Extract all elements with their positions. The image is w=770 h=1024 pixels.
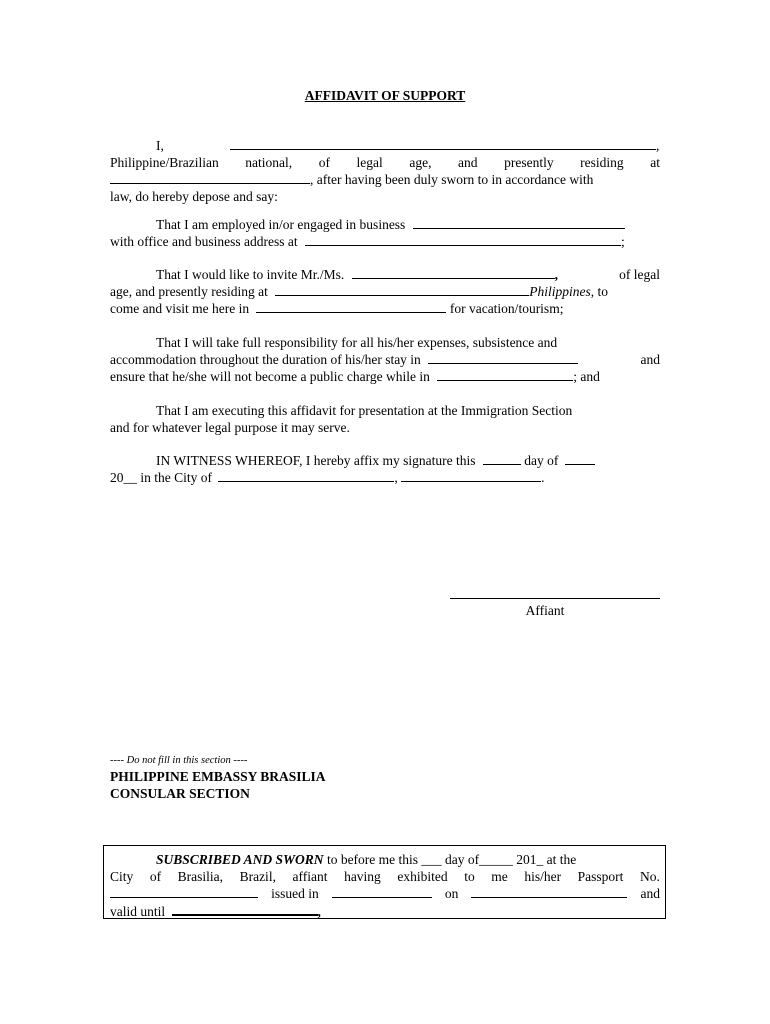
business-field[interactable]: [413, 216, 625, 229]
sworn-heading: SUBSCRIBED AND SWORN: [156, 852, 324, 867]
visit-place-field[interactable]: [256, 300, 446, 313]
embassy-heading: [110, 768, 326, 802]
affiant-address-field[interactable]: [110, 171, 310, 184]
signature-month-field[interactable]: [565, 452, 595, 465]
invitee-name-field[interactable]: [352, 266, 555, 279]
passport-number-field[interactable]: [110, 885, 258, 898]
affiant-label: Affiant: [525, 603, 565, 618]
document-title: AFFIDAVIT OF SUPPORT: [304, 88, 466, 103]
witness-paragraph: IN WITNESS WHEREOF, I hereby affix my signature this day of 20__ in the City of , .: [110, 452, 660, 486]
passport-issue-date-field[interactable]: [471, 885, 627, 898]
affiant-name-field[interactable]: [230, 137, 656, 150]
intro-line-2: Philippine/Brazilian national, of legal age, and presently residing at: [110, 155, 660, 170]
passport-validity-field[interactable]: [172, 902, 318, 916]
affiant-signature-line[interactable]: [450, 598, 660, 599]
stay-place-field[interactable]: [428, 351, 578, 364]
intro-pronoun: I,: [156, 138, 164, 153]
do-not-fill-notice: ---- Do not fill in this section ----: [110, 755, 248, 766]
invitation-paragraph: That I would like to invite Mr./Ms. , of legal age, and presently residing at Philippines, to come and visit me here in for vacation/tourism;: [110, 267, 660, 316]
execution-paragraph: That I am executing this affidavit for presentation at the Immigration Section and for whatever legal purpose it may serve.: [110, 403, 573, 435]
sworn-line-2: City of Brasilia, Brazil, affiant having exhibited to me his/her Passport No.: [110, 869, 660, 884]
signature-city-field[interactable]: [218, 469, 394, 482]
embassy-name: PHILIPPINE EMBASSY BRASILIA: [110, 769, 326, 784]
signature-day-field[interactable]: [483, 452, 521, 465]
intro-paragraph: I, , Philippine/Brazilian national, of legal age, and presently residing at , after having been duly sworn to in accordance with law, do hereby depose and say:: [110, 138, 660, 204]
public-charge-place-field[interactable]: [437, 368, 573, 381]
passport-issue-place-field[interactable]: [332, 885, 432, 898]
business-address-field[interactable]: [305, 233, 621, 246]
signature-country-field[interactable]: [401, 469, 541, 482]
invitee-address-field[interactable]: [275, 283, 529, 296]
sworn-statement-box: SUBSCRIBED AND SWORN to before me this ___ day of_____ 201_ at the City of Brasilia, Brazil, affiant having exhibited to me his/her Passport No. issued in on and valid until ,: [103, 845, 666, 919]
employment-paragraph: That I am employed in/or engaged in business with office and business address at ;: [110, 217, 625, 249]
consular-section: CONSULAR SECTION: [110, 786, 250, 801]
responsibility-paragraph: That I will take full responsibility for all his/her expenses, subsistence and accommodation throughout the duration of his/her stay in and ensure that he/she will not become a public charge while in ; and: [110, 335, 660, 384]
